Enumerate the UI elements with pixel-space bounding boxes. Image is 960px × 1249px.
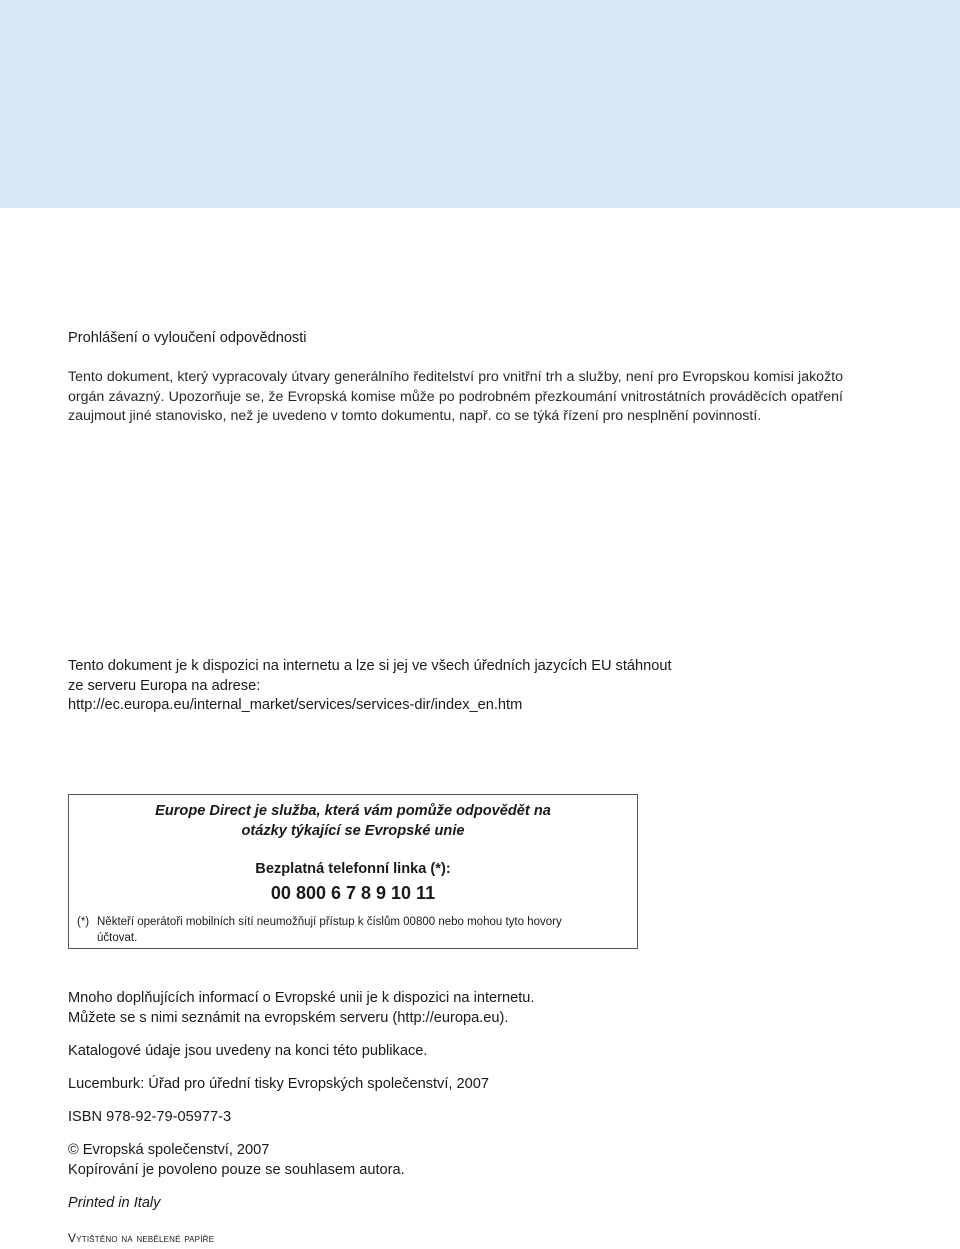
hotline-label: Bezplatná telefonní linka (*): bbox=[255, 861, 451, 877]
availability-line-2: ze serveru Europa na adrese: bbox=[68, 678, 261, 694]
hotline-number: 00 800 6 7 8 9 10 11 bbox=[270, 883, 436, 903]
printed-in: Printed in Italy bbox=[68, 1195, 161, 1211]
copyright-line: © Evropská společenství, 2007 bbox=[68, 1142, 270, 1158]
info-line-2: Můžete se s nimi seznámit na evropském serveru (http://europa.eu). bbox=[68, 1010, 509, 1026]
top-color-band bbox=[0, 0, 960, 208]
copying-permission: Kopírování je povoleno pouze se souhlasem autora. bbox=[68, 1162, 405, 1178]
catalogue-note: Katalogové údaje jsou uvedeny na konci této publikace. bbox=[68, 1043, 428, 1059]
europe-direct-line-1: Europe Direct je služba, která vám pomůže odpovědět na bbox=[155, 803, 551, 819]
info-line-1: Mnoho doplňujících informací o Evropské unii je k dispozici na internetu. bbox=[68, 990, 535, 1006]
disclaimer-body: Tento dokument, který vypracovaly útvary generálního ředitelství pro vnitřní trh a služby, není pro Evropskou komisi jakožto orgán závazný. Upozorňuje se, že Evropská komise může po podrobném přezkoumání vnitrostátních prováděcích opatření zaujmout jiné stanovisko, než je uvedeno v tomto dokumentu, např. co se týká řízení pro nesplnění povinností. bbox=[68, 369, 843, 424]
disclaimer-title: Prohlášení o vyloučení odpovědnosti bbox=[68, 330, 307, 346]
publisher-line: Lucemburk: Úřad pro úřední tisky Evropských společenství, 2007 bbox=[68, 1076, 489, 1092]
availability-url: http://ec.europa.eu/internal_market/services/services-dir/index_en.htm bbox=[68, 697, 523, 713]
footnote-mark: (*) bbox=[77, 916, 90, 928]
paper-note: Vytištěno na nebělené papíře bbox=[68, 1231, 215, 1245]
availability-line-1: Tento dokument je k dispozici na internetu a lze si jej ve všech úředních jazycích EU stáhnout bbox=[68, 658, 672, 674]
europe-direct-line-2: otázky týkající se Evropské unie bbox=[241, 823, 465, 839]
europe-direct-box bbox=[68, 794, 638, 949]
isbn-line: ISBN 978-92-79-05977-3 bbox=[68, 1109, 232, 1125]
footnote-text: Někteří operátoři mobilních sítí neumožňují přístup k číslům 00800 nebo mohou tyto hovory účtovat. bbox=[97, 916, 562, 944]
